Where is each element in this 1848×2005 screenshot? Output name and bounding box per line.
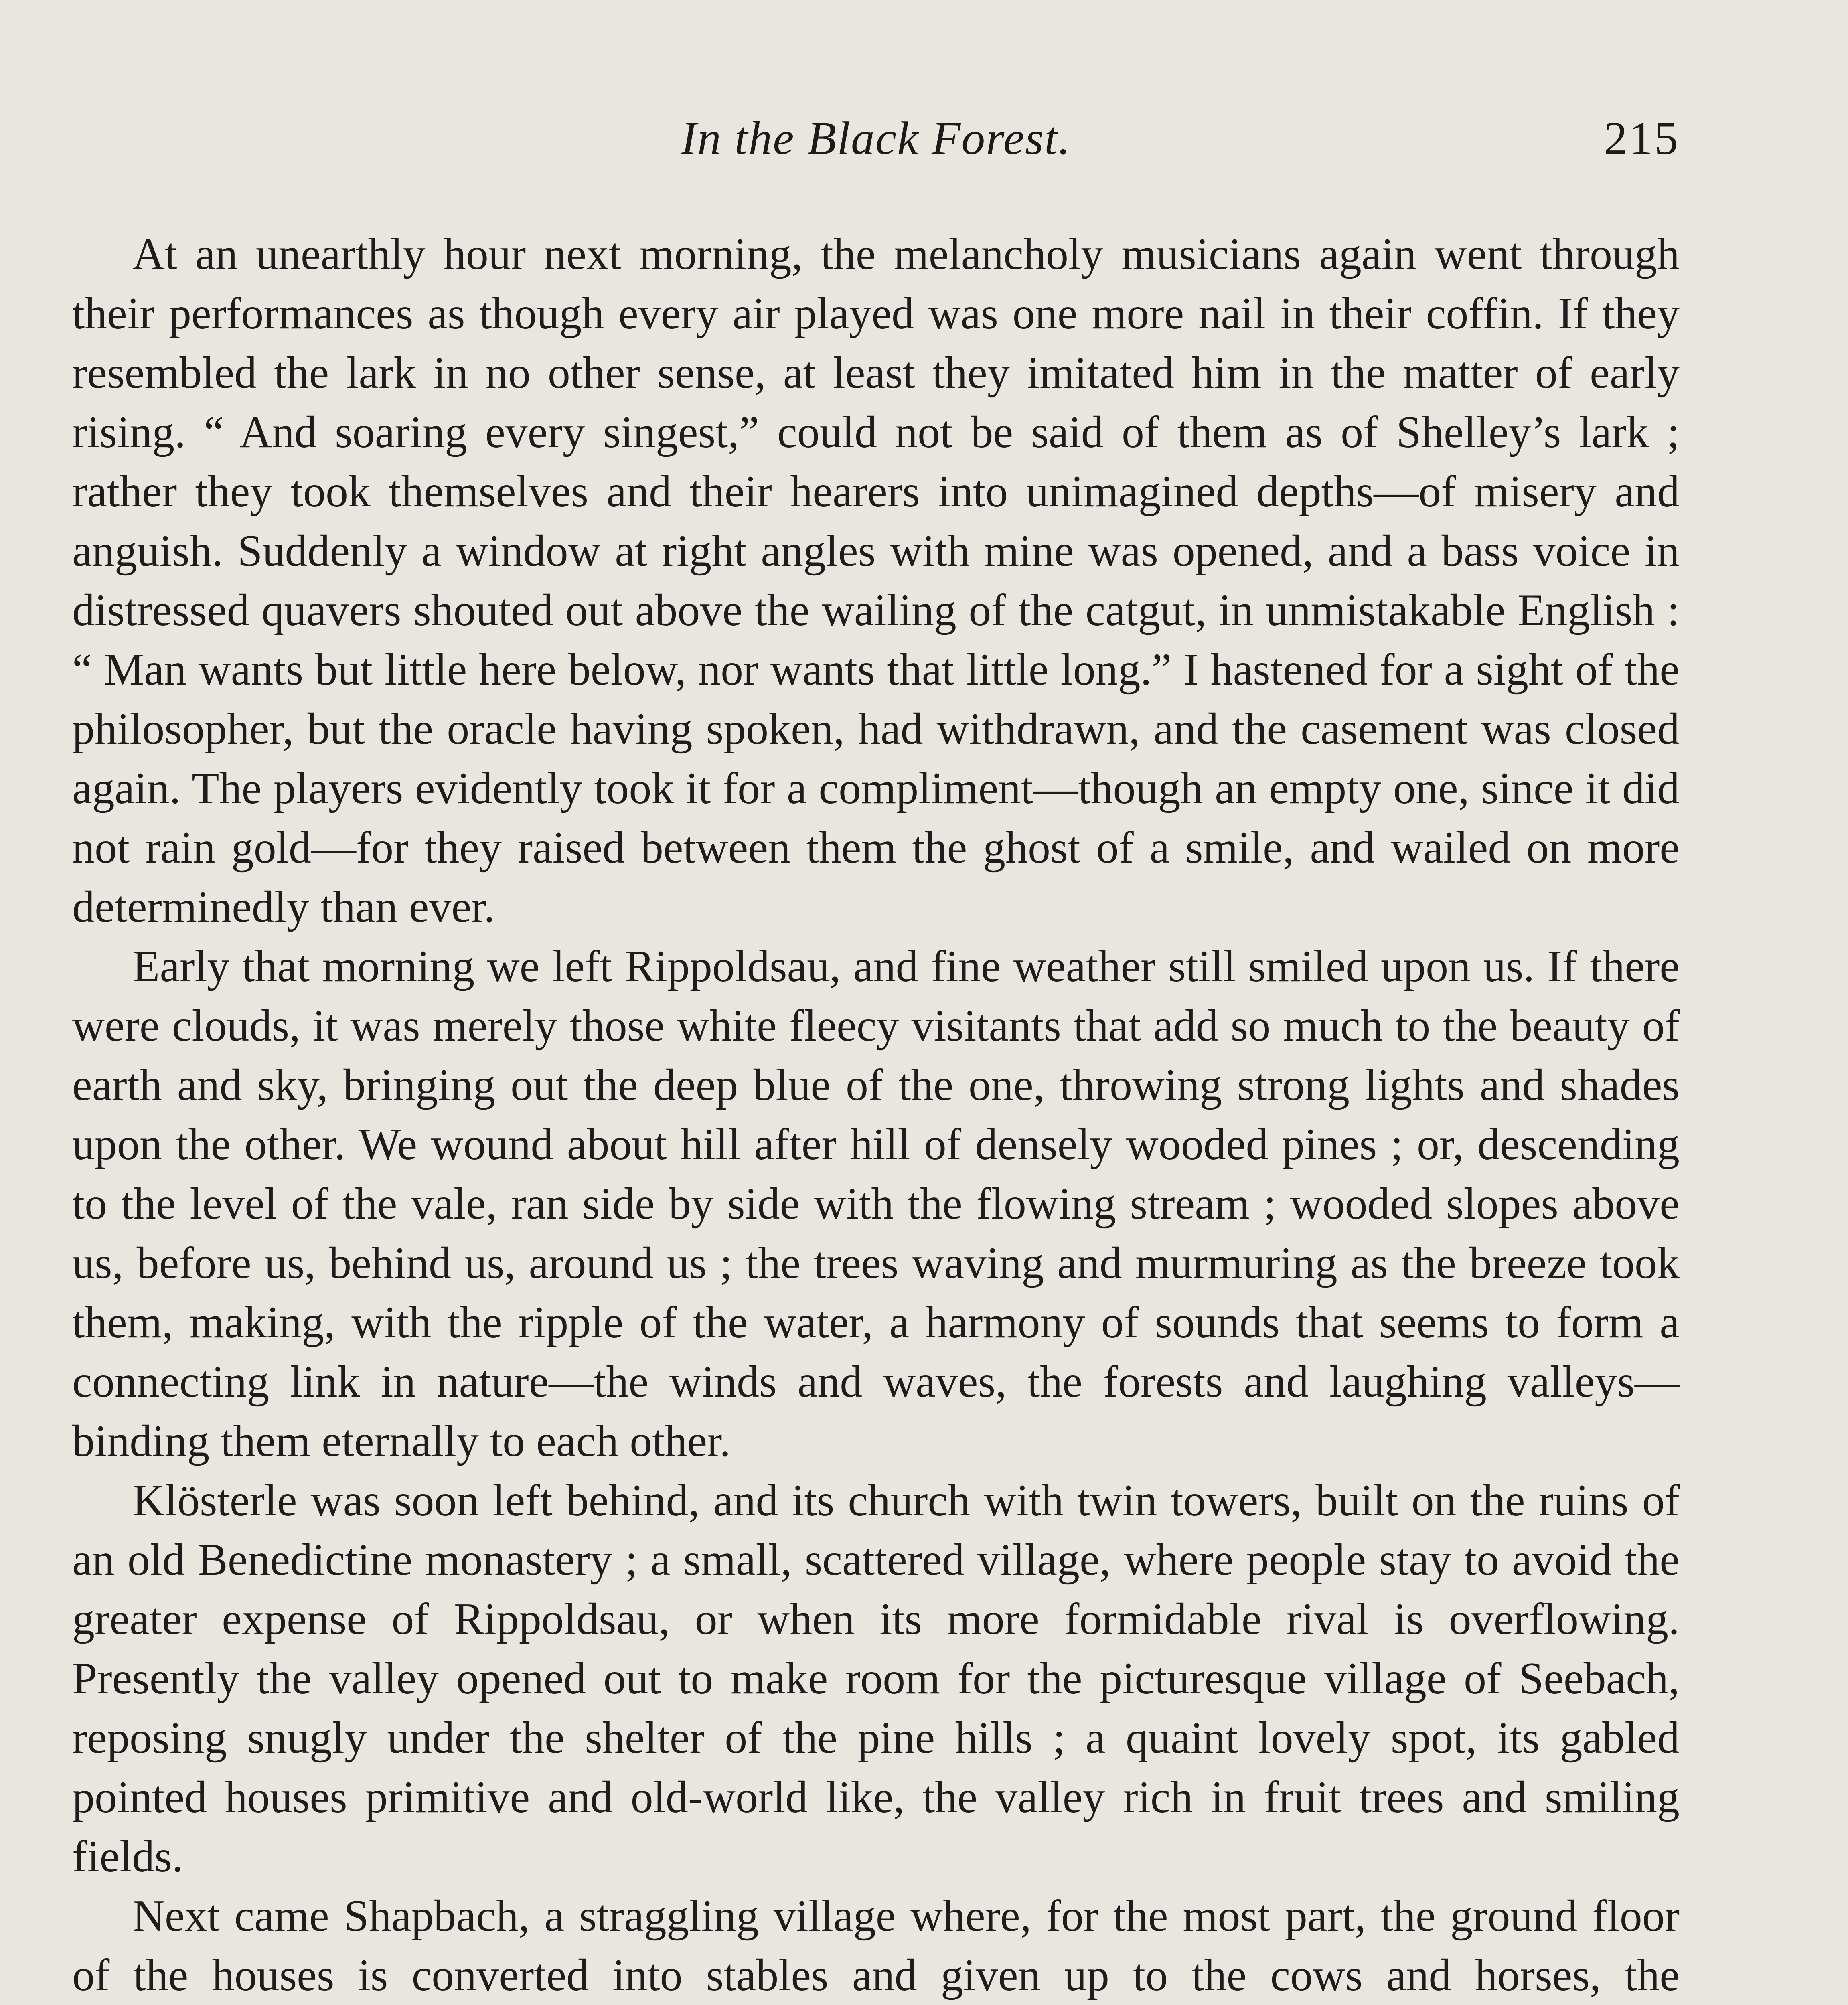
- running-title: In the Black Forest.: [681, 112, 1071, 164]
- page-number: 215: [1604, 112, 1680, 164]
- paragraph-2: Early that morning we left Rippoldsau, and fine weather still smiled upon us. If there were clouds, it was merely those white fleecy visitants that add so much to the beauty of earth and sky, bringing out the deep blue of the one, throwing strong lights and shades upon the other. We wound about hill after hill of densely wooded pines ; or, descending to the level of the vale, ran side by side with the flowing stream ; wooded slopes above us, before us, behind us, around us ; the trees waving and murmuring as the breeze took them, making, with the ripple of the water, a harmony of sounds that seems to form a connecting link in nature—the winds and waves, the forests and laughing valleys—binding them eternally to each other.: [72, 942, 1680, 1466]
- running-header: [72, 108, 1680, 168]
- paragraph-4: Next came Shapbach, a straggling village where, for the most part, the ground floor of the houses is converted into stables and given up to the cows and horses, the: [72, 1891, 1680, 2000]
- paragraph-3: Klösterle was soon left behind, and its church with twin towers, built on the ruins of an old Benedictine monastery ; a small, scattered village, where people stay to avoid the greater expense of Rippoldsau, or when its more formidable rival is overflowing. Presently the valley opened out to make room for the picturesque village of Seebach, reposing snugly under the shelter of the pine hills ; a quaint lovely spot, its gabled pointed houses primitive and old-world like, the valley rich in fruit trees and smiling fields.: [72, 1476, 1680, 1881]
- paragraph-1: At an unearthly hour next morning, the melancholy musicians again went through their performances as though every air played was one more nail in their coffin. If they resembled the lark in no other sense, at least they imitated him in the matter of early rising. “ And soaring every singest,” could not be said of them as of Shelley’s lark ; rather they took themselves and their hearers into unimagined depths—of misery and anguish. Suddenly a window at right angles with mine was opened, and a bass voice in distressed quavers shouted out above the wailing of the catgut, in unmistakable English : “ Man wants but little here below, nor wants that little long.” I hastened for a sight of the philosopher, but the oracle having spoken, had withdrawn, and the casement was closed again. The players evidently took it for a compliment—though an empty one, since it did not rain gold—for they raised between them the ghost of a smile, and wailed on more determinedly than ever.: [72, 229, 1680, 932]
- body-text: [72, 225, 1680, 2005]
